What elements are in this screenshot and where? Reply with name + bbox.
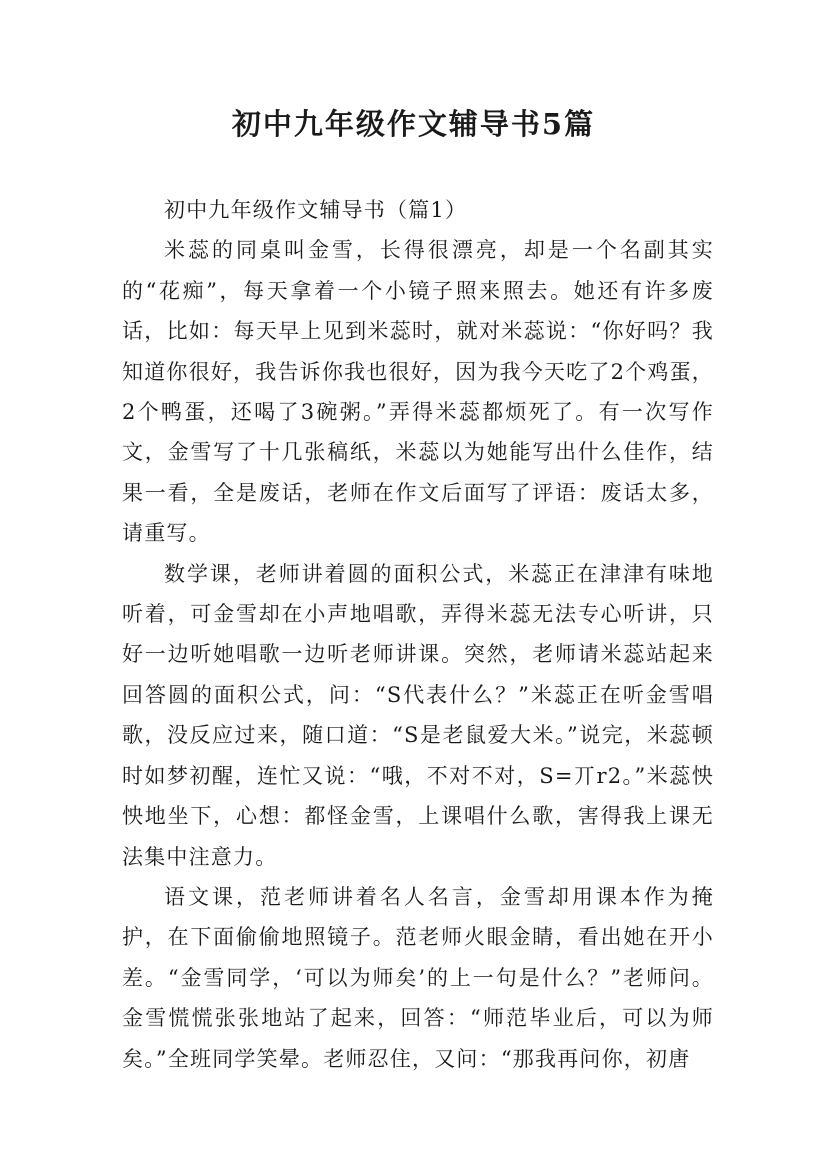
paragraph: 语文课，范老师讲着名人名言，金雪却用课本作为掩护，在下面偷偷地照镜子。范老师火眼金睛，看出她在开小差。“金雪同学，‘可以为师矣’的上一句是什么？”老师问。金雪慌慌张张地站了起来，回答：“师范毕业后，可以为师矣。”全班同学笑晕。老师忍住，又问：“那我再问你，初唐 [122,884,714,1071]
document-body [122,190,714,1079]
section-subheading: 初中九年级作文辅导书（篇1） [164,198,468,222]
paragraph: 米蕊的同桌叫金雪，长得很漂亮，却是一个名副其实的“花痴”，每天拿着一个小镜子照来照去。她还有许多废话，比如：每天早上见到米蕊时，就对米蕊说：“你好吗？我知道你很好，我告诉你我也很好，因为我今天吃了2个鸡蛋，2个鸭蛋，还喝了3碗粥。”弄得米蕊都烦死了。有一次写作文，金雪写了十几张稿纸，米蕊以为她能写出什么佳作，结果一看，全是废话，老师在作文后面写了评语：废话太多，请重写。 [122,238,714,546]
paragraph: 数学课，老师讲着圆的面积公式，米蕊正在津津有味地听着，可金雪却在小声地唱歌，弄得米蕊无法专心听讲，只好一边听她唱歌一边听老师讲课。突然，老师请米蕊站起来回答圆的面积公式，问：“S代表什么？”米蕊正在听金雪唱歌，没反应过来，随口道：“S是老鼠爱大米。”说完，米蕊顿时如梦初醒，连忙又说：“哦，不对不对，S=丌r2。”米蕊怏怏地坐下，心想：都怪金雪，上课唱什么歌，害得我上课无法集中注意力。 [122,561,714,869]
document-title: 初中九年级作文辅导书5篇 [231,107,596,141]
